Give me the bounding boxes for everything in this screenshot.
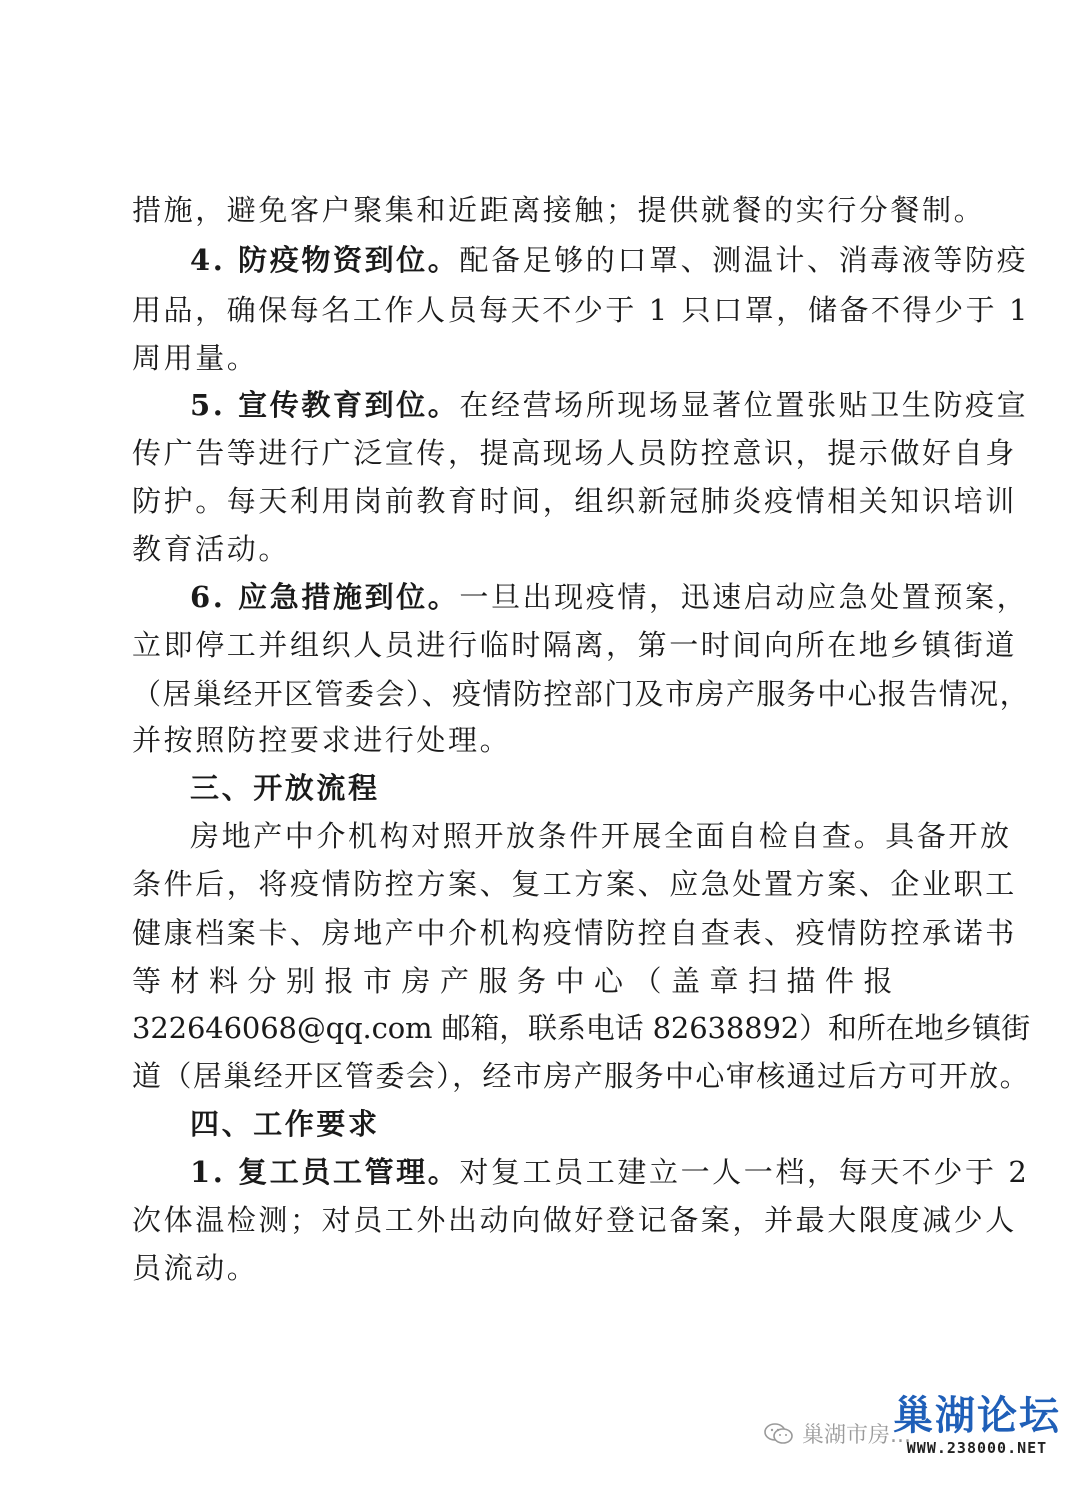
paragraph-line bbox=[190, 240, 1028, 280]
paragraph-line: 次体温检测；对员工外出动向做好登记备案，并最大限度减少人 bbox=[132, 1203, 1017, 1237]
wechat-icon bbox=[764, 1422, 794, 1446]
paragraph-line: 员流动。 bbox=[132, 1251, 259, 1285]
item-title: 1. 复工员工管理。 bbox=[190, 1155, 460, 1189]
paragraph-line: （居巢经开区管委会）、疫情防控部门及市房产服务中心报告情况， bbox=[132, 677, 1030, 711]
paragraph-line: 传广告等进行广泛宣传，提高现场人员防控意识，提示做好自身 bbox=[132, 436, 1017, 470]
paragraph-line: 等材料分别报市房产服务中心（盖章扫描件报 bbox=[132, 964, 903, 998]
paragraph-line: 措施，避免客户聚集和近距离接触；提供就餐的实行分餐制。 bbox=[132, 193, 986, 227]
item-title: 6. 应急措施到位。 bbox=[190, 580, 460, 614]
paragraph-line bbox=[190, 577, 1028, 617]
section-heading: 三、开放流程 bbox=[190, 771, 380, 805]
item-text: 配备足够的口罩、测温计、消毒液等防疫 bbox=[459, 243, 1029, 277]
paragraph-line: 用品，确保每名工作人员每天不少于 1 只口罩，储备不得少于 1 bbox=[132, 293, 1030, 327]
forum-logo-url: WWW.238000.NET bbox=[906, 1439, 1048, 1457]
paragraph-line: 教育活动。 bbox=[132, 532, 291, 566]
paragraph-line: 周用量。 bbox=[132, 341, 259, 375]
paragraph-line bbox=[190, 385, 1028, 425]
section-heading: 四、工作要求 bbox=[190, 1107, 380, 1141]
item-title: 4. 防疫物资到位。 bbox=[190, 243, 460, 277]
wechat-account-name: 巢湖市房... bbox=[802, 1423, 911, 1448]
paragraph-line: 防护。每天利用岗前教育时间，组织新冠肺炎疫情相关知识培训 bbox=[132, 484, 1017, 518]
paragraph-line: 道（居巢经开区管委会），经市房产服务中心审核通过后方可开放。 bbox=[132, 1059, 1030, 1093]
paragraph-line: 322646068@qq.com 邮箱，联系电话 82638892）和所在地乡镇街 bbox=[132, 1011, 1030, 1045]
paragraph-line: 立即停工并组织人员进行临时隔离，第一时间向所在地乡镇街道 bbox=[132, 628, 1017, 662]
forum-logo bbox=[887, 1393, 1067, 1457]
paragraph-line: 并按照防控要求进行处理。 bbox=[132, 723, 512, 757]
paragraph-line bbox=[190, 1152, 1029, 1192]
paragraph-line: 条件后，将疫情防控方案、复工方案、应急处置方案、企业职工 bbox=[132, 867, 1017, 901]
paragraph-line: 房地产中介机构对照开放条件开展全面自检自查。具备开放 bbox=[190, 819, 1012, 853]
item-title: 5. 宣传教育到位。 bbox=[190, 388, 460, 422]
paragraph-line: 健康档案卡、房地产中介机构疫情防控自查表、疫情防控承诺书 bbox=[132, 916, 1017, 950]
forum-logo-title: 巢湖论坛 bbox=[893, 1393, 1061, 1439]
item-text: 对复工员工建立一人一档，每天不少于 2 bbox=[459, 1155, 1030, 1189]
item-text: 一旦出现疫情，迅速启动应急处置预案， bbox=[459, 580, 1029, 614]
item-text: 在经营场所现场显著位置张贴卫生防疫宣 bbox=[459, 388, 1029, 422]
